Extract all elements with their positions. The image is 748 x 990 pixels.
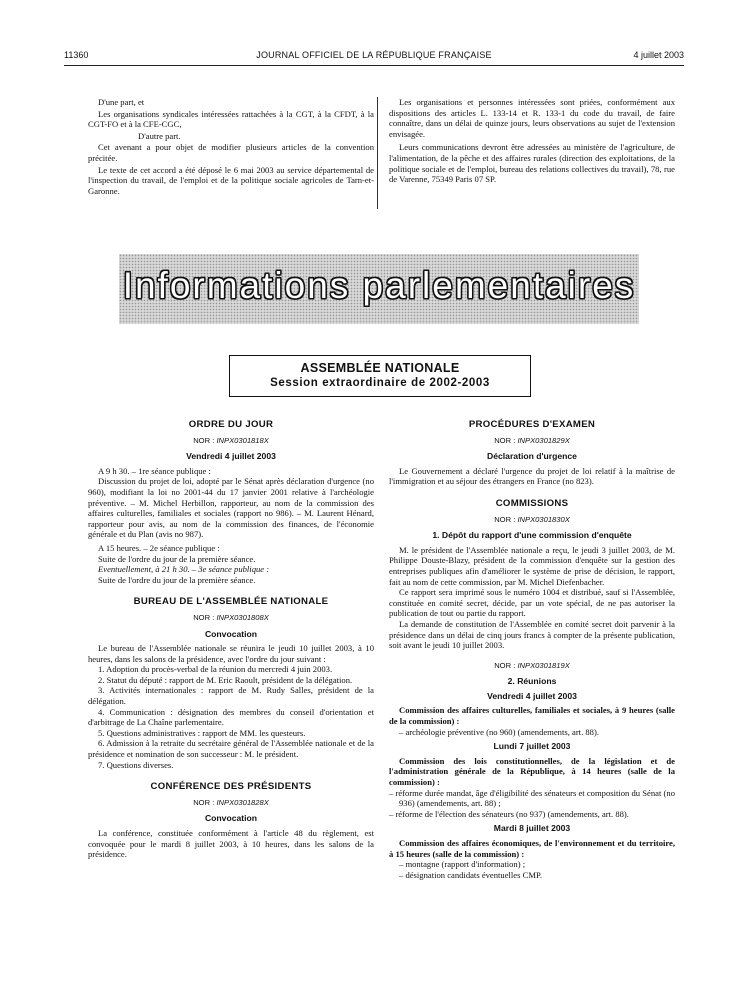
section-banner — [119, 254, 639, 324]
paragraph: La demande de constitution de l'Assemblée en comité secret doit parvenir à la présidence dans un délai de cinq jours francs à compter de la présente publication, soit avant le jeudi 10 juillet 2003. — [389, 618, 675, 651]
left-lower-column — [88, 420, 374, 860]
day-heading: Mardi 8 juillet 2003 — [493, 823, 571, 834]
banner-title: Informations parlementaires — [122, 265, 636, 306]
day-heading: Vendredi 4 juillet 2003 — [186, 451, 276, 462]
page-header — [64, 50, 684, 64]
commission-entry: Commission des lois constitutionnelles, de la législation et de l'administration générale de la République, à 14 heures (salle de la commission) : — [389, 755, 675, 788]
header-date: 4 juillet 2003 — [633, 50, 684, 60]
list-item: 1. Adoption du procès-verbal de la réunion du mercredi 4 juin 2003. — [98, 664, 333, 675]
list-item: 2. Statut du député : rapport de M. Eric Raoult, président de la délégation. — [98, 674, 353, 685]
page-number: 11360 — [64, 50, 89, 60]
paragraph: A 9 h 30. – 1re séance publique : — [98, 465, 211, 476]
section-title: CONFÉRENCE DES PRÉSIDENTS — [150, 781, 312, 793]
nor-line: NOR : INPX0301819X — [494, 660, 570, 670]
agenda-item: – montagne (rapport d'information) ; — [399, 859, 526, 870]
paragraph: Ce rapport sera imprimé sous le numéro 1004 et distribué, sauf si l'Assemblée, constituée en comité secret, décide, par un vote spécial, de ne pas autoriser la publication de tout ou partie du rapport. — [389, 587, 675, 619]
paragraph: D'autre part. — [138, 130, 181, 141]
nor-line: NOR : INPX0301829X — [494, 435, 570, 445]
assembly-title: ASSEMBLÉE NATIONALE — [300, 361, 460, 375]
nor-line: NOR : INPX0301828X — [193, 797, 269, 807]
paragraph: M. le président de l'Assemblée nationale a reçu, le jeudi 3 juillet 2003, de M. Philippe Douste-Blazy, président de la commission d'enquête sur la gestion des entreprises publiques afin d'améliorer le système de prise de décision, le rapport, fait au nom de cette commission, par M. Michel Diefenbacher. — [389, 544, 675, 587]
header-rule — [64, 65, 684, 66]
sub-heading: 1. Dépôt du rapport d'une commission d'enquête — [432, 530, 632, 541]
top-right-column — [389, 97, 675, 186]
paragraph: Cet avenant a pour objet de modifier plusieurs articles de la convention précitée. — [88, 142, 374, 163]
section-title: BUREAU DE L'ASSEMBLÉE NATIONALE — [133, 596, 329, 608]
paragraph: Discussion du projet de loi, adopté par le Sénat après déclaration d'urgence (no 960), modifiant la loi no 2001-44 du 17 janvier 2001 relative à l'archéologie préventive. – M. Michel Herbillon, rapporteur, au nom de la commission des affaires culturelles, familiales et sociales (rapport no 986). – M. Laurent Hénard, rapporteur pour avis, au nom de la commission des finances, de l'économie générale et du Plan (avis no 987). — [88, 476, 374, 540]
paragraph: A 15 heures. – 2e séance publique : — [98, 542, 220, 553]
section-title: COMMISSIONS — [495, 497, 569, 509]
commission-entry: Commission des affaires économiques, de l'environnement et du territoire, à 15 heures (salle de la commission) : — [389, 838, 675, 859]
list-item: 6. Admission à la retraite du secrétaire général de l'Assemblée nationale et de la présidence et nomination de son successeur : M. le président. — [88, 738, 374, 760]
paragraph: Les organisations et personnes intéressées sont priées, conformément aux dispositions des articles L. 133-14 et R. 133-1 du code du travail, de faire connaître, dans un délai de quinze jours, leurs observations au sujet de l'extension envisagée. — [389, 97, 675, 139]
section-title: ORDRE DU JOUR — [188, 419, 274, 430]
agenda-item: – désignation candidats éventuelles CMP. — [399, 869, 542, 880]
paragraph: Le bureau de l'Assemblée nationale se réunira le jeudi 10 juillet 2003, à 10 heures, dans les salons de la présidence, avec l'ordre du jour suivant : — [88, 643, 374, 664]
commission-entry: Commission des affaires culturelles, familiales et sociales, à 9 heures (salle de la commission) : — [389, 705, 675, 727]
paragraph: Le texte de cet accord a été déposé le 6 mai 2003 au service départemental de l'inspection du travail, de l'emploi et de la politique sociale agricoles de Tarn-et-Garonne. — [88, 164, 374, 196]
paragraph: Suite de l'ordre du jour de la première séance. — [98, 574, 256, 585]
nor-line: NOR : INPX0301818X — [193, 435, 269, 445]
day-heading: Vendredi 4 juillet 2003 — [487, 690, 577, 701]
column-divider — [377, 97, 378, 209]
paragraph: Les organisations syndicales intéressées rattachées à la CGT, à la CFDT, à la CGT-FO et à la CFE-CGC, — [88, 108, 374, 130]
paragraph: Le Gouvernement a déclaré l'urgence du projet de loi relatif à la maîtrise de l'immigration et au séjour des étrangers en France (no 823). — [389, 465, 675, 487]
list-item: 5. Questions administratives : rapport de MM. les questeurs. — [98, 727, 306, 738]
nor-line: NOR : INPX0301808X — [193, 612, 269, 622]
sub-heading: Déclaration d'urgence — [487, 451, 577, 462]
agenda-item: – réforme durée mandat, âge d'éligibilité des sénateurs et composition du Sénat (no 936) (amendements, art. 88) ; — [389, 787, 675, 809]
paragraph: Leurs communications devront être adressées au ministère de l'agriculture, de l'alimentation, de la pêche et des affaires rurales (direction des exploitations, de la politique sociale et de l'emploi, bureau des relations collectives du travail), 78, rue de Varenne, 75349 Paris 07 SP. — [389, 142, 675, 185]
sub-heading: Convocation — [204, 813, 258, 824]
sub-heading: Convocation — [204, 628, 258, 639]
agenda-item: – réforme de l'élection des sénateurs (no 937) (amendements, art. 88). — [389, 808, 629, 819]
list-item: 7. Questions diverses. — [98, 759, 174, 770]
journal-title: JOURNAL OFFICIEL DE LA RÉPUBLIQUE FRANÇAISE — [256, 50, 492, 60]
assembly-box — [229, 355, 531, 397]
day-heading: Lundi 7 juillet 2003 — [493, 741, 571, 752]
paragraph: Eventuellement, à 21 h 30. – 3e séance publique : — [98, 564, 270, 575]
nor-line: NOR : INPX0301830X — [494, 514, 570, 524]
session-title: Session extraordinaire de 2002-2003 — [270, 377, 490, 389]
agenda-item: – archéologie préventive (no 960) (amendements, art. 88). — [399, 726, 599, 737]
list-item: 3. Activités internationales : rapport de M. Rudy Salles, président de la délégation. — [88, 685, 374, 707]
section-title: PROCÉDURES D'EXAMEN — [468, 419, 596, 430]
paragraph: La conférence, constituée conformément à l'article 48 du règlement, est convoquée pour le mardi 8 juillet 2003, à 10 heures, dans les salons de la présidence. — [88, 828, 374, 860]
sub-heading: 2. Réunions — [507, 676, 557, 687]
right-lower-column — [389, 420, 675, 880]
paragraph: D'une part, et — [98, 97, 145, 107]
top-left-column — [88, 97, 374, 197]
list-item: 4. Communication : désignation des membres du conseil d'orientation et d'arbitrage de La Chaîne parlementaire. — [88, 706, 374, 728]
paragraph: Suite de l'ordre du jour de la première séance. — [98, 553, 256, 564]
